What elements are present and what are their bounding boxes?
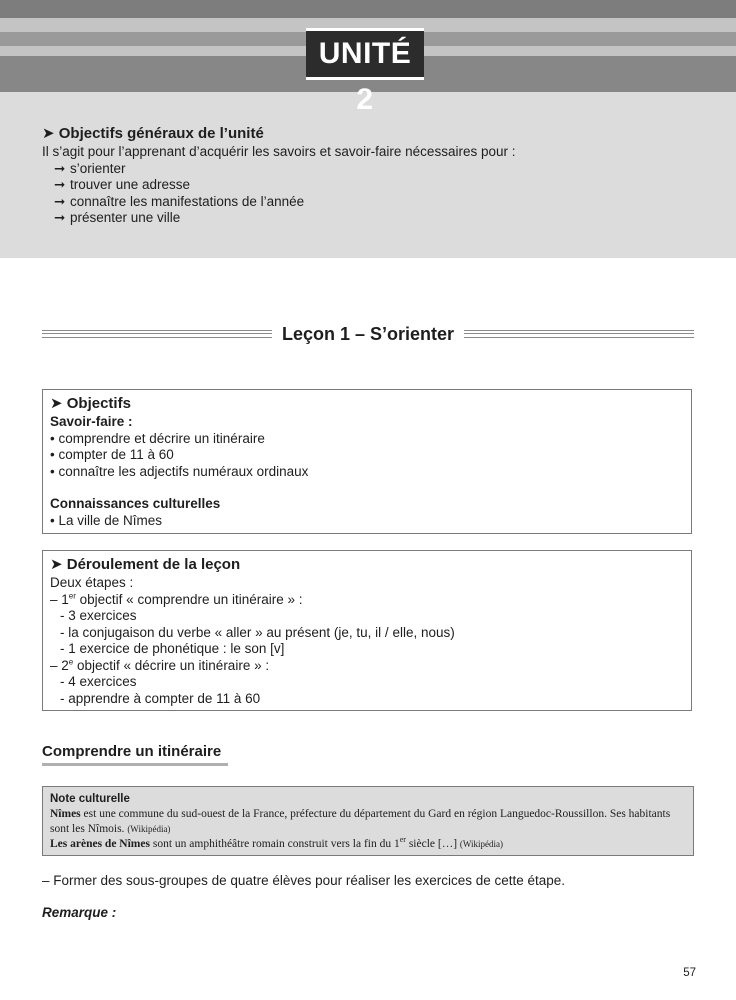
savoir-faire-label: Savoir-faire : [50,414,133,429]
header-stripe [0,0,736,18]
remark-label: Remarque : [42,905,117,920]
cultural-note-paragraph: Les arènes de Nîmes sont un amphithéâtre romain construit vers la fin du 1er siècle […] (Wikipédia) [50,835,504,850]
list-item: • compter de 11 à 60 [50,447,174,462]
step-heading: – 2e objectif « décrire un itinéraire » : [50,657,270,673]
general-objectives-title: ➤ Objectifs généraux de l’unité [42,125,264,142]
list-item: • comprendre et décrire un itinéraire [50,430,265,446]
list-item: ➞ trouver une adresse [54,177,191,192]
cultural-note [42,786,694,856]
lesson-flow-intro: Deux étapes : [50,575,134,590]
list-item: - 4 exercices [60,674,137,689]
cultural-note-title: Note culturelle [50,793,130,805]
general-objectives-intro: Il s’agit pour l’apprenant d’acquérir les savoirs et savoir-faire nécessaires pour : [42,144,516,159]
lesson-title: Leçon 1 – S’orienter [281,323,455,344]
lesson-flow-title: ➤ Déroulement de la leçon [50,556,241,573]
objectives-box [42,389,692,534]
list-item: • La ville de Nîmes [50,512,163,528]
right-arrow-icon: ➞ [54,160,66,176]
section-underline [42,763,228,766]
general-objectives [42,124,702,227]
decorative-rule [464,330,694,338]
right-arrow-icon: ➞ [54,210,66,225]
section-title: Comprendre un itinéraire [42,743,222,760]
arrowhead-icon: ➤ [50,395,63,412]
page-number: 57 [683,967,696,979]
list-item: ➞ présenter une ville [54,210,181,225]
lesson-heading [42,322,694,346]
culture-label: Connaissances culturelles [50,496,221,511]
list-item: ➞ s’orienter [54,160,126,176]
step-heading: – 1er objectif « comprendre un itinéraire » : [50,591,303,607]
list-item: - 1 exercice de phonétique : le son [v] [60,641,285,656]
unit-title: UNITÉ 2 [306,28,424,80]
right-arrow-icon: ➞ [54,193,66,209]
list-item: - 3 exercices [60,608,137,623]
lesson-flow-box [42,550,692,711]
instruction-text: – Former des sous-groupes de quatre élèves pour réaliser les exercices de cette étape. [42,873,566,888]
unit-header-band [0,0,736,258]
right-arrow-icon: ➞ [54,177,66,192]
arrowhead-icon: ➤ [42,125,55,142]
list-item: • connaître les adjectifs numéraux ordinaux [50,463,309,479]
list-item: ➞ connaître les manifestations de l’année [54,193,305,209]
arrowhead-icon: ➤ [50,556,63,573]
list-item: - apprendre à compter de 11 à 60 [60,690,261,706]
cultural-note-paragraph: Nîmes est une commune du sud-ouest de la France, préfecture du département du Gard en région Languedoc-Roussillon. Ses habitants sont les Nîmois. (Wikipédia) [50,808,671,835]
list-item: - la conjugaison du verbe « aller » au présent (je, tu, il / elle, nous) [60,624,455,640]
objectives-box-title: ➤ Objectifs [50,395,131,412]
decorative-rule [42,330,272,338]
